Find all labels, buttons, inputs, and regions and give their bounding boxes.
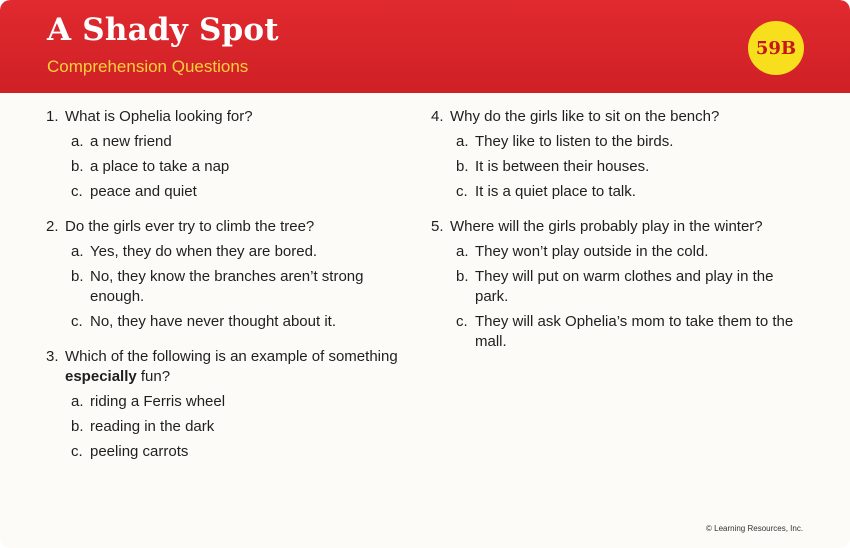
option-text: reading in the dark xyxy=(90,418,215,435)
left-question-column xyxy=(46,107,421,477)
option-text: a place to take a nap xyxy=(90,158,230,175)
option-text: riding a Ferris wheel xyxy=(90,393,226,410)
option-letter: a. xyxy=(456,133,469,150)
vocabulary-word: especially xyxy=(65,368,137,385)
question-3 xyxy=(46,347,421,462)
question-number: 2. xyxy=(46,218,59,235)
question-5 xyxy=(431,217,801,352)
option-text: They like to listen to the birds. xyxy=(475,133,674,150)
option-letter: c. xyxy=(456,313,468,330)
option-text: They will put on warm clothes and play in the park. xyxy=(475,268,774,305)
question-text-part: fun? xyxy=(136,368,171,385)
answer-option xyxy=(456,242,801,262)
card-subtitle: Comprehension Questions xyxy=(47,57,249,76)
option-letter: b. xyxy=(71,418,84,435)
option-letter: a. xyxy=(456,243,469,260)
answer-options xyxy=(431,242,801,352)
option-letter: c. xyxy=(71,313,83,330)
answer-option xyxy=(456,157,801,177)
option-text: No, they know the branches aren’t strong enough. xyxy=(90,268,364,305)
answer-option xyxy=(71,132,421,152)
answer-option xyxy=(71,157,421,177)
answer-option xyxy=(456,132,801,152)
answer-option xyxy=(456,182,801,202)
option-text: It is a quiet place to talk. xyxy=(475,183,636,200)
right-question-column xyxy=(431,107,801,367)
option-text: They won’t play outside in the cold. xyxy=(475,243,709,260)
question-1 xyxy=(46,107,421,202)
answer-options xyxy=(431,132,801,202)
answer-option xyxy=(71,267,421,307)
answer-option xyxy=(71,442,421,462)
answer-option xyxy=(71,392,421,412)
option-letter: b. xyxy=(456,158,469,175)
question-number: 5. xyxy=(431,218,444,235)
option-text: a new friend xyxy=(90,133,172,150)
question-text: What is Ophelia looking for? xyxy=(65,108,253,125)
card-title: A Shady Spot xyxy=(47,12,279,48)
answer-options xyxy=(46,132,421,202)
answer-option xyxy=(456,312,801,352)
question-text: Do the girls ever try to climb the tree? xyxy=(65,218,315,235)
question-number: 1. xyxy=(46,108,59,125)
question-text: Where will the girls probably play in the winter? xyxy=(450,218,763,235)
option-text: peeling carrots xyxy=(90,443,189,460)
answer-option xyxy=(71,312,421,332)
question-number: 4. xyxy=(431,108,444,125)
option-letter: a. xyxy=(71,133,84,150)
option-letter: b. xyxy=(456,268,469,285)
question-text-part: Which of the following is an example of something xyxy=(65,348,398,365)
option-text: No, they have never thought about it. xyxy=(90,313,336,330)
answer-option xyxy=(71,182,421,202)
header-band xyxy=(0,0,850,93)
option-text: Yes, they do when they are bored. xyxy=(90,243,318,260)
question-text xyxy=(65,347,421,387)
answer-option xyxy=(71,242,421,262)
question-2 xyxy=(46,217,421,332)
answer-options xyxy=(46,242,421,332)
option-letter: c. xyxy=(71,443,83,460)
answer-options xyxy=(46,392,421,462)
answer-option xyxy=(456,267,801,307)
option-text: They will ask Ophelia’s mom to take them to the mall. xyxy=(475,313,794,350)
option-text: peace and quiet xyxy=(90,183,197,200)
option-letter: b. xyxy=(71,158,84,175)
option-text: It is between their houses. xyxy=(475,158,650,175)
option-letter: a. xyxy=(71,243,84,260)
option-letter: c. xyxy=(71,183,83,200)
option-letter: a. xyxy=(71,393,84,410)
question-4 xyxy=(431,107,801,202)
option-letter: c. xyxy=(456,183,468,200)
question-text: Why do the girls like to sit on the bench? xyxy=(450,108,720,125)
card-number-badge: 59B xyxy=(748,21,804,75)
copyright-notice: © Learning Resources, Inc. xyxy=(706,524,804,533)
option-letter: b. xyxy=(71,268,84,285)
question-number: 3. xyxy=(46,348,59,365)
answer-option xyxy=(71,417,421,437)
